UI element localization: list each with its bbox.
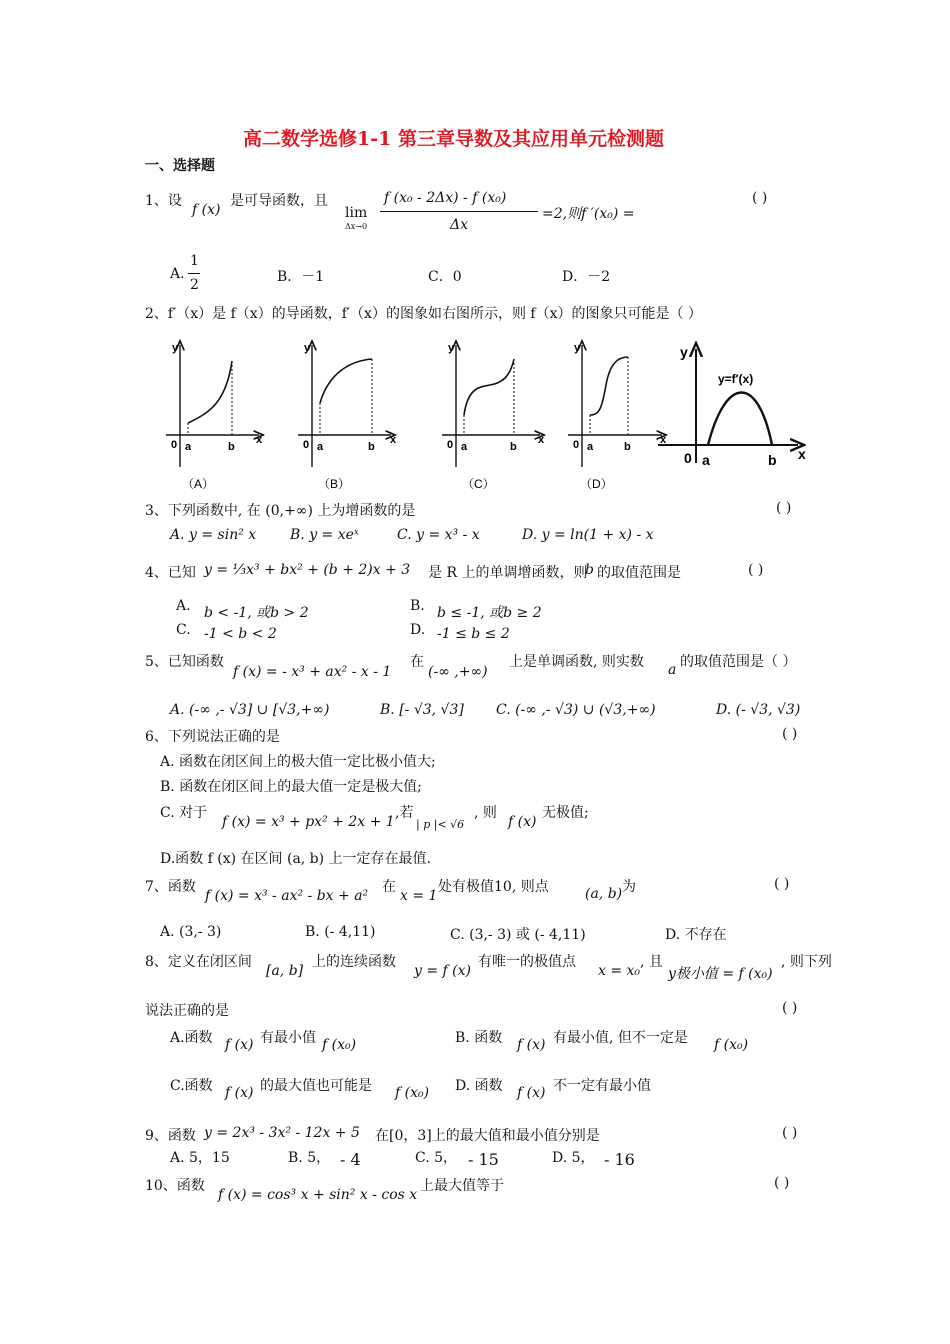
q7-option-a: A. (3,- 3) xyxy=(160,924,222,940)
q6-option-c-fx: f (x) xyxy=(508,814,537,830)
q3-option-c: C. y = x³ - x xyxy=(397,527,480,543)
q3-option-d: D. y = ln(1 + x) - x xyxy=(522,527,654,543)
q1-fraction-bar xyxy=(380,211,538,212)
q5-pre: 5、已知函数 xyxy=(145,654,224,670)
graph-c xyxy=(442,342,545,491)
q7-option-b: B. (- 4,11) xyxy=(305,924,376,940)
q8-option-c-fx: f (x) xyxy=(225,1085,254,1101)
q5-interval: (-∞ ,+∞) xyxy=(428,664,488,680)
q8-ymin: y极小值 = f (x₀) xyxy=(668,966,773,982)
q4-pre: 4、已知 xyxy=(145,565,196,581)
graph-b-y: y xyxy=(304,342,311,354)
q1-option-b: B．－1 xyxy=(277,269,325,285)
q5-formula: f (x) = - x³ + ax² - x - 1 xyxy=(233,664,392,680)
q5-post2: 的取值范围是（ ） xyxy=(680,654,797,670)
q9-option-a: A. 5，15 xyxy=(170,1150,230,1166)
graph-a-o: 0 xyxy=(171,439,178,451)
graph-c-x: x xyxy=(538,434,545,446)
graph-d-o: 0 xyxy=(573,439,580,451)
q8-option-d-fx: f (x) xyxy=(517,1085,546,1101)
q8-mid3: , 且 xyxy=(640,954,663,970)
q4-option-c: -1 < b < 2 xyxy=(204,626,277,642)
graph-a-b: b xyxy=(228,441,235,453)
graph-a-x: x xyxy=(256,434,263,446)
graph-c-b: b xyxy=(510,441,517,453)
graph-d-b: b xyxy=(624,441,631,453)
q10-post: 上最大值等于 xyxy=(420,1178,504,1194)
q1-lim-sub: Δx→0 xyxy=(345,222,368,231)
q4-post2: 的取值范围是 xyxy=(597,565,681,581)
q4-option-d: -1 ≤ b ≤ 2 xyxy=(437,626,510,642)
q4-option-a-label: A. xyxy=(176,598,191,614)
graph-ref-y: y xyxy=(680,344,688,360)
q9-option-d-label: D. 5， xyxy=(552,1150,595,1166)
page-title: 高二数学选修1-1 第三章导数及其应用单元检测题 xyxy=(243,128,664,150)
q6-option-b: B. 函数在闭区间上的最大值一定是极大值; xyxy=(160,779,422,795)
q9-option-c-val: - 15 xyxy=(468,1150,499,1169)
q9-option-c-label: C. 5， xyxy=(415,1150,458,1166)
q9-option-d-val: - 16 xyxy=(604,1150,635,1169)
q5-post: 上是单调函数, 则实数 xyxy=(509,654,644,670)
q8-option-c-pre: C.函数 xyxy=(170,1078,213,1094)
q1-denominator: Δx xyxy=(450,217,469,233)
graph-d-label: （D） xyxy=(580,477,613,491)
graph-c-label: （C） xyxy=(462,477,495,491)
q9-pre: 9、函数 xyxy=(145,1128,196,1144)
q8-option-b-mid: 有最小值, 但不一定是 xyxy=(553,1030,688,1046)
q8-option-a-val: f (x₀) xyxy=(322,1037,357,1053)
q8-post: , 则下列 xyxy=(781,954,832,970)
q10-formula: f (x) = cos³ x + sin² x - cos x xyxy=(218,1187,418,1203)
q1-lim: lim xyxy=(345,205,368,221)
graph-d-a: a xyxy=(587,441,594,453)
q10-pre: 10、函数 xyxy=(145,1178,205,1194)
section-heading: 一、选择题 xyxy=(145,158,215,174)
q7-option-d: D. 不存在 xyxy=(665,927,727,943)
q9-option-b-label: B. 5， xyxy=(288,1150,331,1166)
q8-option-b-fx: f (x) xyxy=(517,1037,546,1053)
q1-option-a-bar xyxy=(188,273,200,274)
q8-option-b-pre: B. 函数 xyxy=(455,1030,503,1046)
q7-answer-paren: ( ) xyxy=(774,876,790,892)
graph-b-b: b xyxy=(368,441,375,453)
q1-number: 1、设 xyxy=(145,193,182,209)
q7-formula: f (x) = x³ - ax² - bx + a² xyxy=(205,888,369,904)
q6-option-c-cond: | p |< √6 xyxy=(416,818,465,831)
graph-a xyxy=(166,342,263,491)
graph-ref-b: b xyxy=(768,452,777,468)
q4-option-c-label: C. xyxy=(176,622,191,638)
q8-option-b-val: f (x₀) xyxy=(714,1037,749,1053)
q8-option-c-val: f (x₀) xyxy=(395,1085,430,1101)
q8-mid: 上的连续函数 xyxy=(312,954,396,970)
q5-option-a: A. (-∞ ,- √3] ∪ [√3,+∞) xyxy=(170,702,330,718)
q1-fx: f (x) xyxy=(192,202,221,218)
q9-option-b-val: - 4 xyxy=(340,1150,361,1169)
graph-b-label: （B） xyxy=(318,477,351,491)
q3-text: 3、下列函数中, 在 (0,+∞) 上为增函数的是 xyxy=(145,503,416,519)
q9-post: 在[0，3]上的最大值和最小值分别是 xyxy=(375,1128,600,1144)
q1-tail: =2,则f ′(x₀) = xyxy=(542,206,635,222)
q9-answer-paren: ( ) xyxy=(782,1125,798,1141)
q6-answer-paren: ( ) xyxy=(782,726,798,742)
q6-text: 6、下列说法正确的是 xyxy=(145,729,280,745)
q1-answer-paren: ( ) xyxy=(752,190,768,206)
q8-option-d-pre: D. 函数 xyxy=(455,1078,503,1094)
q7-pre: 7、函数 xyxy=(145,879,196,895)
q4-post: 是 R 上的单调增函数，则 xyxy=(428,565,588,581)
q6-option-c-then: , 则 xyxy=(474,805,497,821)
q8-line2: 说法正确的是 xyxy=(145,1003,229,1019)
q7-mid: 在 xyxy=(382,879,396,895)
q6-option-c-pre: C. 对于 xyxy=(160,805,208,821)
q3-answer-paren: ( ) xyxy=(776,500,792,516)
q6-option-d: D.函数 f (x) 在区间 (a, b) 上一定存在最值. xyxy=(160,851,432,867)
graph-ref-label: y=f′(x) xyxy=(718,372,754,386)
q10-answer-paren: ( ) xyxy=(774,1175,790,1191)
q7-x1: x = 1 xyxy=(400,888,438,904)
graph-c-o: 0 xyxy=(447,439,454,451)
graph-a-a: a xyxy=(185,441,192,453)
q4-option-b-label: B. xyxy=(410,598,425,614)
q1-numerator: f (x₀ - 2Δx) - f (x₀) xyxy=(384,190,507,206)
q8-mid2: 有唯一的极值点 xyxy=(478,954,576,970)
graph-d-y: y xyxy=(574,342,581,354)
graph-a-label: （A） xyxy=(182,477,215,491)
q1-option-d: D．－2 xyxy=(562,269,611,285)
graph-ref-o: 0 xyxy=(684,450,692,466)
q4-option-b: b ≤ -1, 或b ≥ 2 xyxy=(437,605,542,621)
q4-option-d-label: D. xyxy=(410,622,426,638)
graph-b xyxy=(298,342,397,491)
q8-answer-paren: ( ) xyxy=(782,1000,798,1016)
graph-d xyxy=(568,342,667,491)
q7-ab: (a, b) xyxy=(585,886,623,902)
q8-pre: 8、定义在闭区间 xyxy=(145,954,252,970)
graph-ref-x: x xyxy=(798,446,806,462)
q5-mid: 在 xyxy=(410,654,424,670)
graph-b-x: x xyxy=(390,434,397,446)
q8-y: y = f (x) xyxy=(414,963,471,979)
graph-ref-a: a xyxy=(702,452,710,468)
q8-x0: x = x₀ xyxy=(598,963,641,979)
q1-option-a-num: 1 xyxy=(190,253,199,269)
q1-mid: 是可导函数，且 xyxy=(230,193,328,209)
q6-option-c-formula: f (x) = x³ + px² + 2x + 1 xyxy=(222,814,395,830)
q4-option-a: b < -1, 或b > 2 xyxy=(204,605,309,621)
q1-option-c: C．0 xyxy=(428,269,462,285)
q5-a: a xyxy=(668,662,677,678)
graph-d-x: x xyxy=(660,434,667,446)
graph-b-o: 0 xyxy=(303,439,310,451)
q9-formula: y = 2x³ - 3x² - 12x + 5 xyxy=(204,1125,360,1141)
q2-graphs xyxy=(150,335,840,495)
q4-b: b xyxy=(585,562,594,578)
q7-post2: 为 xyxy=(622,879,636,895)
q5-option-d: D. (- √3, √3) xyxy=(716,702,801,718)
q7-option-c: C. (3,- 3) 或 (- 4,11) xyxy=(450,927,586,943)
graph-reference xyxy=(658,344,806,468)
q8-option-a-pre: A.函数 xyxy=(170,1030,213,1046)
q5-option-c: C. (-∞ ,- √3) ∪ (√3,+∞) xyxy=(496,702,656,718)
graph-b-a: a xyxy=(317,441,324,453)
graph-c-y: y xyxy=(448,342,455,354)
q8-option-d-post: 不一定有最小值 xyxy=(553,1078,651,1094)
q8-option-c-mid: 的最大值也可能是 xyxy=(260,1078,372,1094)
q4-answer-paren: ( ) xyxy=(748,562,764,578)
q6-option-a: A. 函数在闭区间上的极大值一定比极小值大; xyxy=(160,754,436,770)
q5-option-b: B. [- √3, √3] xyxy=(380,702,464,718)
q6-option-c-mid: ,若 xyxy=(395,805,414,821)
q4-formula: y = ⅓x³ + bx² + (b + 2)x + 3 xyxy=(204,562,411,578)
q6-option-c-post: 无极值; xyxy=(542,805,589,821)
q8-option-a-mid: 有最小值 xyxy=(260,1030,316,1046)
q8-ab: [a, b] xyxy=(266,963,304,979)
graph-c-a: a xyxy=(461,441,468,453)
q2-text: 2、f′（x）是 f（x）的导函数，f′（x）的图象如右图所示，则 f（x）的图象只可能是（ ） xyxy=(145,306,702,322)
q7-post: 处有极值10, 则点 xyxy=(438,879,549,895)
q1-option-a-label: A. xyxy=(170,266,185,282)
graph-a-y: y xyxy=(172,342,179,354)
q3-option-a: A. y = sin² x xyxy=(170,527,257,543)
q1-option-a-den: 2 xyxy=(190,277,199,293)
q8-option-a-fx: f (x) xyxy=(225,1037,254,1053)
q3-option-b: B. y = xeˣ xyxy=(290,527,359,543)
